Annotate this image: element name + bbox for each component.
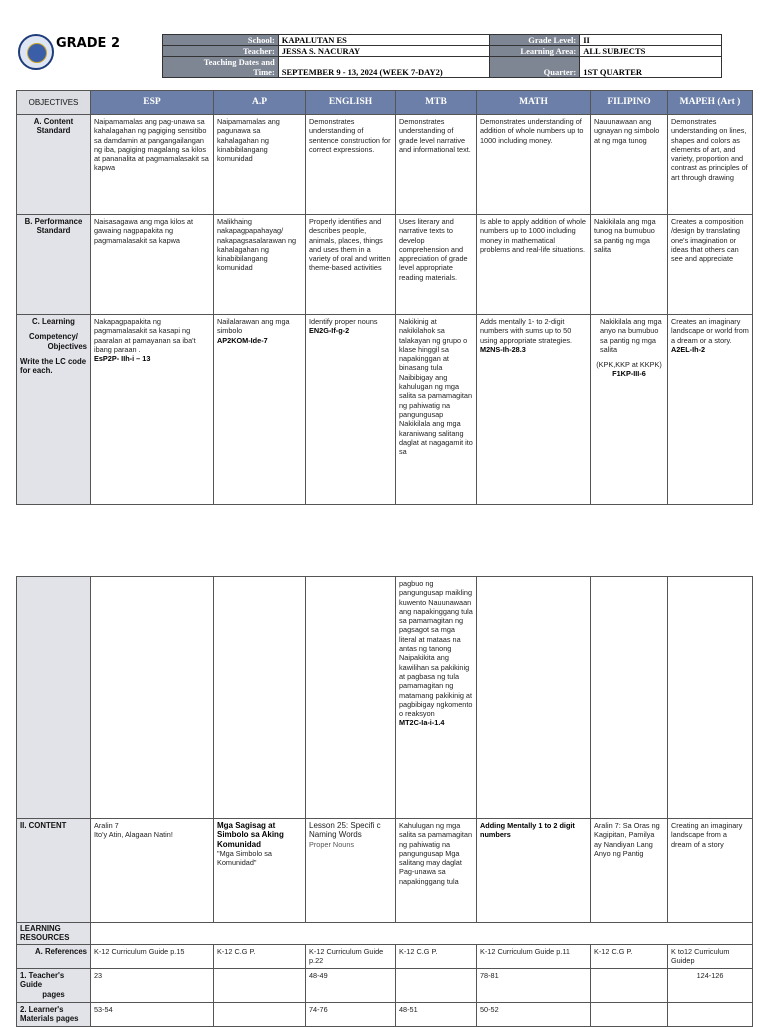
performance-standard-math: Is able to apply addition of whole numbers up to 1000 including money in mathematical problems and real-life situations. bbox=[477, 215, 591, 315]
competency-esp bbox=[91, 315, 214, 505]
learning-competency-label-line4: Write the LC code for each. bbox=[20, 356, 87, 376]
performance-standard-ap: Malikhaing nakapagpapahayag/ nakapagsasalarawan ng kahalagahan ng kinabibilangang komunidad bbox=[214, 215, 306, 315]
performance-standard-mapeh: Creates a composition /design by translating one's imagination or ideas that others can see and appreciate bbox=[668, 215, 753, 315]
school-value: KAPALUTAN ES bbox=[278, 35, 490, 46]
performance-standard-label bbox=[17, 215, 91, 315]
content-english-title: Lesson 25: Specifi c Naming Words bbox=[309, 821, 381, 840]
content-english bbox=[306, 819, 396, 923]
content-english-subtitle: Proper Nouns bbox=[309, 839, 355, 849]
competency-filipino-code: F1KP-III-6 bbox=[612, 369, 646, 379]
competency-filipino-note: (KPK,KKP at KKPK) bbox=[596, 360, 662, 370]
content-mapeh: Creating an imaginary landscape from a dream of a story bbox=[668, 819, 753, 923]
learning-area-label: Learning Area: bbox=[490, 46, 580, 57]
competency-ap-code: AP2KOM-Ide-7 bbox=[217, 335, 268, 345]
competency-english-code: EN2G-If-g-2 bbox=[309, 326, 350, 336]
learning-competency-label-line3: Objectives bbox=[47, 341, 87, 351]
teachers-guide-label bbox=[17, 969, 91, 1003]
tg-pages-filipino bbox=[591, 969, 668, 1003]
reference-filipino: K-12 C.G P. bbox=[591, 945, 668, 969]
performance-standard-esp: Naisasagawa ang mga kilos at gawaing nagpapakita ng pagmamalasakit sa kapwa bbox=[91, 215, 214, 315]
subject-filipino: FILIPINO bbox=[591, 91, 668, 115]
competency-english-cont bbox=[306, 577, 396, 819]
tg-pages-english: 48-49 bbox=[306, 969, 396, 1003]
competency-math-text: Adds mentally 1- to 2-digit numbers with sums up to 50 using appropriate strategies. bbox=[480, 317, 573, 345]
competency-esp-code: EsP2P- IIh-i – 13 bbox=[94, 354, 151, 364]
competency-english bbox=[306, 315, 396, 505]
tg-pages-math: 78-81 bbox=[477, 969, 591, 1003]
content-standard-esp: Naipamamalas ang pag-unawa sa kahalagahan ng pagiging sensitibo sa damdamin at pangangailangan ng iba, pagiging magalang sa kilos at pananalita at pagmamalasakit sa kapwa bbox=[91, 115, 214, 215]
learners-materials-label-line2: Materials pages bbox=[20, 1014, 79, 1024]
competency-ap-cont bbox=[214, 577, 306, 819]
competency-math bbox=[477, 315, 591, 505]
competency-filipino-text: Nakikilala ang mga anyo na bumubuo sa pantig ng mga salita bbox=[600, 317, 662, 354]
content-ap bbox=[214, 819, 306, 923]
reference-english: K-12 Curriculum Guide p.22 bbox=[306, 945, 396, 969]
reference-mapeh: K to12 Curriculum Guidep bbox=[668, 945, 753, 969]
dll-table-page1 bbox=[16, 90, 753, 505]
competency-mtb-text-cont: pagbuo ng pangungusap maikling kuwento Nauunawaan ang napakinggang tula sa pamamagitan ng pagsagot sa mga literal at mataas na antas ng tanong Naipakikita ang kawilihan sa pakikinig at pagbasa ng tula pamamagitan ng matamang pakikinig at pagbibigay ngkomento o reaksyon bbox=[399, 579, 473, 719]
lm-pages-ap bbox=[214, 1003, 306, 1027]
competency-esp-cont bbox=[91, 577, 214, 819]
content-mtb: Kahulugan ng mga salita sa pamamagitan ng pahiwatig na pangungusap Mga salitang may daglat Pag-unawa sa napakinggang tula bbox=[396, 819, 477, 923]
lm-pages-esp: 53-54 bbox=[91, 1003, 214, 1027]
subject-mapeh: MAPEH (Art ) bbox=[668, 91, 753, 115]
content-esp: Aralin 7 Ito'y Atin, Alagaan Natin! bbox=[91, 819, 214, 923]
competency-esp-text: Nakapagpapakita ng pagmamalasakit sa kasapi ng paaralan at pamayanan sa iba't ibang paraan . bbox=[94, 317, 196, 354]
content-ap-title: Mga Sagisag at Simbolo sa Aking Komunidad bbox=[217, 821, 284, 849]
grade-level-value: II bbox=[580, 35, 722, 46]
teaching-dates-label-line1: Teaching Dates and bbox=[203, 57, 275, 67]
competency-filipino-cont bbox=[591, 577, 668, 819]
content-standard-math: Demonstrates understanding of addition of whole numbers up to 1000 including money. bbox=[477, 115, 591, 215]
competency-math-code: M2NS-Ih-28.3 bbox=[480, 344, 526, 354]
content-standard-label bbox=[17, 115, 91, 215]
teaching-dates-value: SEPTEMBER 9 - 13, 2024 (WEEK 7-DAY2) bbox=[278, 57, 490, 78]
competency-math-cont bbox=[477, 577, 591, 819]
content-math: Adding Mentally 1 to 2 digit numbers bbox=[477, 819, 591, 923]
reference-mtb: K-12 C.G P. bbox=[396, 945, 477, 969]
content-standard-label-line1: A. Content bbox=[33, 117, 74, 126]
header-info-table bbox=[162, 34, 722, 78]
lm-pages-english: 74-76 bbox=[306, 1003, 396, 1027]
subject-esp: ESP bbox=[91, 91, 214, 115]
learning-resources-label-line2: RESOURCES bbox=[20, 932, 70, 942]
content-standard-ap: Naipamamalas ang pagunawa sa kahalagahan ng kinabibilangang komunidad bbox=[214, 115, 306, 215]
lm-pages-filipino bbox=[591, 1003, 668, 1027]
competency-mtb-cont bbox=[396, 577, 477, 819]
references-label: A. References bbox=[17, 945, 91, 969]
subject-ap: A.P bbox=[214, 91, 306, 115]
content-filipino: Aralin 7: Sa Oras ng Kagipitan, Pamilya ay Nandiyan Lang Anyo ng Pantig bbox=[591, 819, 668, 923]
seal-emblem-icon bbox=[27, 43, 47, 63]
competency-continued-label bbox=[17, 577, 91, 819]
learning-resources-label bbox=[17, 923, 91, 945]
learning-resources-label-line1: LEARNING bbox=[20, 924, 61, 933]
performance-standard-filipino: Nakikilala ang mga tunog na bumubuo sa pantig ng mga salita bbox=[591, 215, 668, 315]
competency-ap-text: Nailalarawan ang mga simbolo bbox=[217, 317, 290, 336]
dll-table-page2 bbox=[16, 576, 753, 1027]
competency-english-text: Identify proper nouns bbox=[309, 317, 378, 326]
quarter-label: Quarter: bbox=[490, 57, 580, 78]
grade-level-label: Grade Level: bbox=[490, 35, 580, 46]
competency-filipino bbox=[591, 315, 668, 505]
competency-mapeh bbox=[668, 315, 753, 505]
objectives-header: OBJECTIVES bbox=[17, 91, 91, 115]
content-standard-english: Demonstrates understanding of sentence construction for correct expressions. bbox=[306, 115, 396, 215]
learners-materials-label bbox=[17, 1003, 91, 1027]
content-ap-subtitle: "Mga Simbolo sa Komunidad" bbox=[217, 848, 272, 868]
performance-standard-label-line2: Standard bbox=[36, 226, 71, 236]
reference-ap: K-12 C.G P. bbox=[214, 945, 306, 969]
competency-ap bbox=[214, 315, 306, 505]
tg-pages-esp: 23 bbox=[91, 969, 214, 1003]
learning-competency-label-line1: C. Learning bbox=[32, 317, 75, 326]
competency-mapeh-text: Creates an imaginary landscape or world from a dream or a story. bbox=[671, 317, 749, 345]
school-label: School: bbox=[163, 35, 279, 46]
lm-pages-mapeh bbox=[668, 1003, 753, 1027]
content-standard-mapeh: Demonstrates understanding on lines, shapes and colors as elements of art, and variety, proportion and contrast as principles of art through drawing bbox=[668, 115, 753, 215]
performance-standard-label-line1: B. Performance bbox=[24, 217, 83, 226]
content-standard-label-line2: Standard bbox=[36, 126, 71, 136]
subject-english: ENGLISH bbox=[306, 91, 396, 115]
teacher-label: Teacher: bbox=[163, 46, 279, 57]
content-standard-mtb: Demonstrates understanding of grade level narrative and informational text. bbox=[396, 115, 477, 215]
teacher-value: JESSA S. NACURAY bbox=[278, 46, 490, 57]
subject-mtb: MTB bbox=[396, 91, 477, 115]
teachers-guide-label-line1: 1. Teacher's bbox=[20, 971, 65, 980]
content-standard-filipino: Nauunawaan ang ugnayan ng simbolo at ng mga tunog bbox=[591, 115, 668, 215]
subject-math: MATH bbox=[477, 91, 591, 115]
lm-pages-math: 50-52 bbox=[477, 1003, 591, 1027]
teachers-guide-label-line2: Guide bbox=[20, 980, 43, 990]
tg-pages-ap bbox=[214, 969, 306, 1003]
learning-area-value: ALL SUBJECTS bbox=[580, 46, 722, 57]
performance-standard-english: Properly identifies and describes people, animals, places, things and uses them in a variety of oral and written theme-based activities bbox=[306, 215, 396, 315]
competency-mtb-code: MT2C-Ia-i-1.4 bbox=[399, 718, 445, 728]
learning-competency-label bbox=[17, 315, 91, 505]
competency-mtb: Nakikinig at nakikilahok sa talakayan ng grupo o klase hinggil sa napakinggan at binasang tula Naibibigay ang kahulugan ng mga salita sa pamamagitan ng pahiwatig na pangungusap Nakikilala ang mga karaniwang salitang daglat at nagagamit ito sa bbox=[396, 315, 477, 505]
competency-mapeh-cont bbox=[668, 577, 753, 819]
competency-mapeh-code: A2EL-Ih-2 bbox=[671, 344, 706, 354]
lm-pages-mtb: 48-51 bbox=[396, 1003, 477, 1027]
content-label: II. CONTENT bbox=[17, 819, 91, 923]
quarter-value: 1ST QUARTER bbox=[580, 57, 722, 78]
tg-pages-mapeh: 124-126 bbox=[668, 969, 753, 1003]
teaching-dates-label-line2: Time: bbox=[253, 67, 275, 77]
tg-pages-mtb bbox=[396, 969, 477, 1003]
teachers-guide-label-line3: pages bbox=[42, 989, 65, 999]
learners-materials-label-line1: 2. Learner's bbox=[20, 1005, 64, 1014]
grade-title: GRADE 2 bbox=[56, 36, 120, 51]
reference-math: K-12 Curriculum Guide p.11 bbox=[477, 945, 591, 969]
learning-resources-row bbox=[91, 923, 753, 945]
teaching-dates-label bbox=[163, 57, 279, 78]
learning-competency-label-line2: Competency/ bbox=[29, 332, 78, 342]
reference-esp: K-12 Curriculum Guide p.15 bbox=[91, 945, 214, 969]
performance-standard-mtb: Uses literary and narrative texts to develop comprehension and appreciation of grade level appropriate reading materials. bbox=[396, 215, 477, 315]
deped-seal-logo bbox=[18, 34, 54, 70]
